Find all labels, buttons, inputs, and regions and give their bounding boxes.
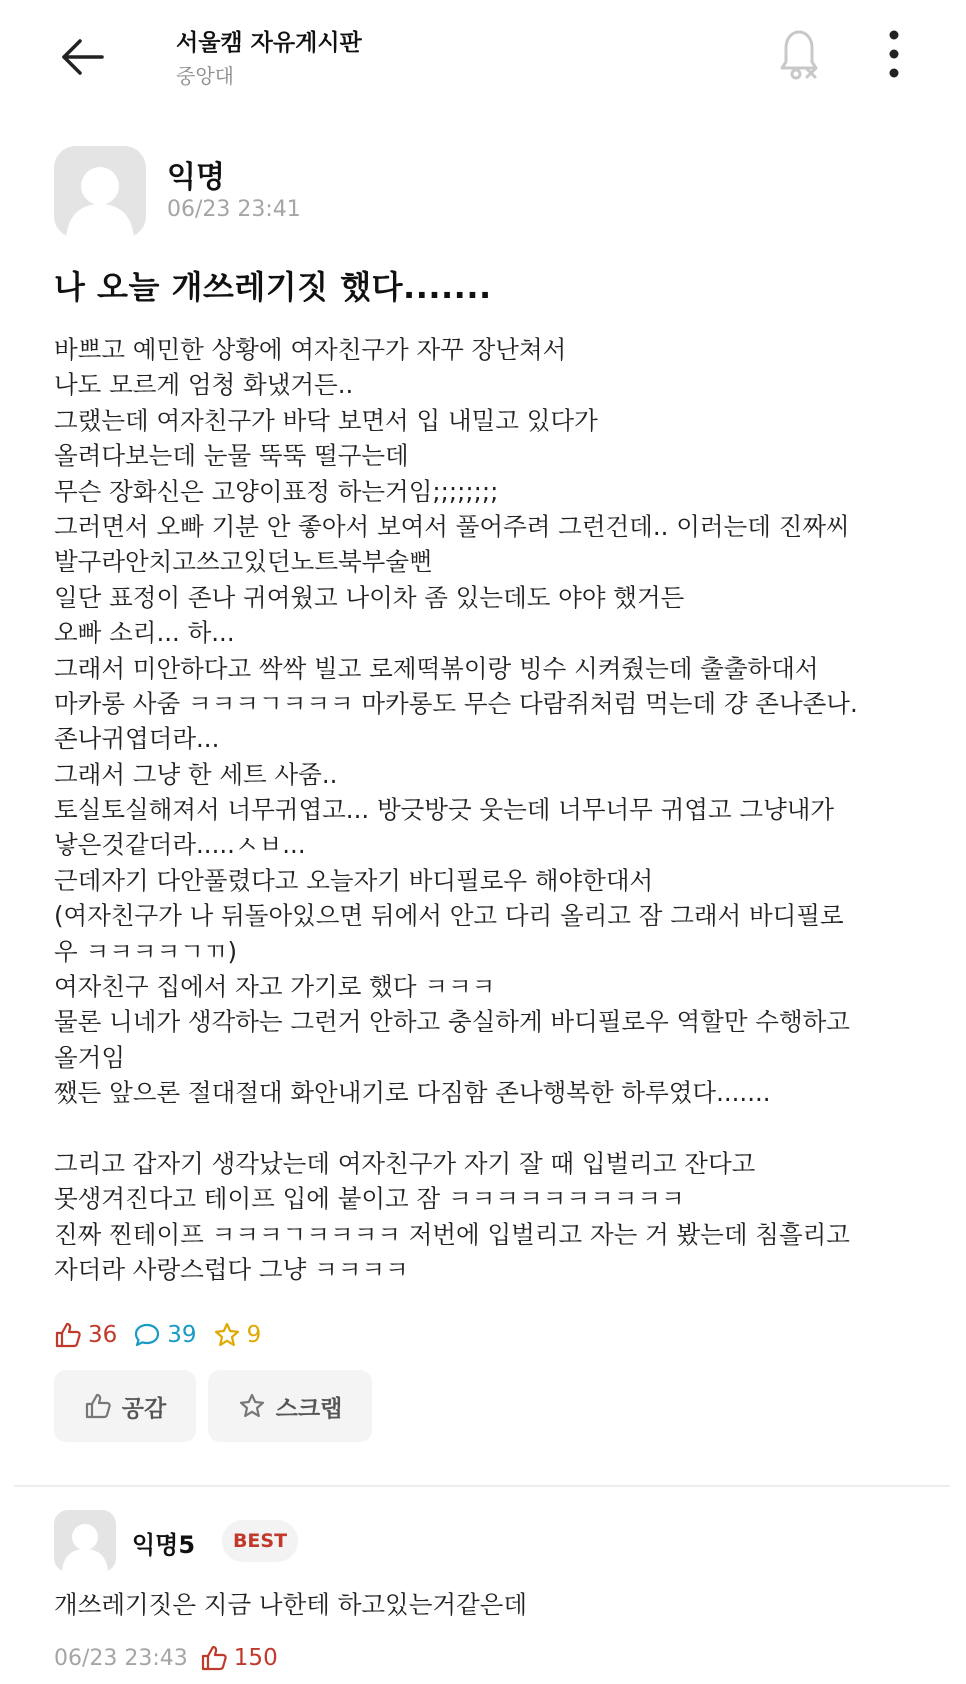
post-body-line: 그래서 미안하다고 싹싹 빌고 로제떡볶이랑 빙수 시켜줬는데 출출하대서	[54, 653, 819, 683]
post-body-line: 근데자기 다안풀렸다고 오늘자기 바디필로우 해야한대서	[54, 865, 654, 895]
thumbs-up-icon	[200, 1644, 228, 1672]
notification-toggle-button[interactable]	[772, 24, 826, 84]
post-body-line: 일단 표정이 존나 귀여웠고 나이차 좀 있는데도 야야 했거든	[54, 582, 685, 612]
comment-timestamp: 06/23 23:43	[54, 1645, 188, 1671]
post-body	[54, 332, 934, 1288]
post-body-line: 오빠 소리... 하...	[54, 618, 235, 648]
thumbs-up-icon	[84, 1392, 112, 1420]
post-body-line: 그래서 그냥 한 세트 사줌..	[54, 759, 338, 789]
more-vertical-icon	[882, 28, 906, 80]
post-body-line: 그러면서 오빠 기분 안 좋아서 보여서 풀어주려 그런건데.. 이러는데 진짜씨	[54, 511, 850, 541]
post-body-line: 마카롱 사줌 ㅋㅋㅋㄱㅋㅋㅋ 마카롱도 무슨 다람쥐처럼 먹는데 걍 존나존나.	[54, 688, 858, 718]
comment-meta	[54, 1642, 278, 1674]
post-author: 익명	[167, 160, 225, 195]
post-body-line: 진짜 찐테이프 ㅋㅋㅋㄱㅋㅋㅋㅋ 저번에 입벌리고 자는 거 봤는데 침흘리고	[54, 1219, 850, 1249]
post-body-line: 그랬는데 여자친구가 바닥 보면서 입 내밀고 있다가	[54, 405, 598, 435]
post-body-line: 자더라 사랑스럽다 그냥 ㅋㅋㅋㅋ	[54, 1255, 409, 1285]
post-body-line: 여자친구 집에서 자고 가기로 했다 ㅋㅋㅋ	[54, 972, 496, 1002]
post-body-line: 발구라안치고쓰고있던노트북부술뻔	[54, 547, 433, 577]
post-body-line: 올려다보는데 눈물 뚝뚝 떨구는데	[54, 441, 409, 471]
scrap-count-value: 9	[246, 1322, 262, 1348]
more-options-button[interactable]	[882, 28, 906, 80]
default-avatar-icon	[54, 1510, 116, 1572]
comment-author: 익명5	[132, 1531, 196, 1559]
star-icon	[213, 1321, 241, 1349]
post-body-line: 토실토실해져서 너무귀엽고... 방긋방긋 웃는데 너무너무 귀엽고 그냥내가	[54, 795, 835, 825]
scrap-count	[213, 1321, 262, 1349]
post-body-line: (여자친구가 나 뒤돌아있으면 뒤에서 안고 다리 올리고 잠 그래서 바디필로	[54, 901, 844, 931]
back-button[interactable]	[58, 32, 108, 82]
comment-count	[133, 1321, 196, 1349]
comment-like-count	[200, 1644, 278, 1672]
post-body-line	[54, 1111, 934, 1146]
comment-avatar	[54, 1510, 116, 1572]
post-title: 나 오늘 개쓰레기짓 했다.......	[54, 268, 492, 306]
like-count	[54, 1321, 117, 1349]
star-icon	[238, 1392, 266, 1420]
post-body-line: 낳은것같더라.....ㅅㅂ...	[54, 830, 306, 860]
section-divider	[14, 1485, 950, 1487]
like-count-value: 36	[88, 1322, 118, 1348]
thumbs-up-icon	[54, 1321, 82, 1349]
post-body-line: 존나귀엽더라...	[54, 724, 220, 754]
author-avatar	[54, 146, 146, 238]
scrap-button[interactable]	[208, 1370, 372, 1442]
post-timestamp: 06/23 23:41	[167, 197, 301, 222]
board-title: 서울캠 자유게시판	[176, 30, 362, 56]
post-body-line: 바쁘고 예민한 상황에 여자친구가 자꾸 장난쳐서	[54, 335, 567, 364]
post-body-line: 못생겨진다고 테이프 입에 붙이고 잠 ㅋㅋㅋㅋㅋㅋㅋㅋㅋㅋ	[54, 1184, 685, 1214]
scrap-button-label: 스크랩	[275, 1395, 343, 1422]
best-badge: BEST	[222, 1520, 298, 1562]
post-body-line: 나도 모르게 엄청 화냈거든..	[54, 370, 354, 400]
default-avatar-icon	[54, 146, 146, 238]
post-body-line: 쨌든 앞으론 절대절대 화안내기로 다짐함 존나행복한 하루였다.......	[54, 1078, 771, 1108]
top-bar	[0, 0, 966, 110]
comment-icon	[133, 1321, 161, 1349]
post-body-line: 무슨 장화신은 고양이표정 하는거임;;;;;;;;	[54, 476, 499, 506]
like-button[interactable]	[54, 1370, 196, 1442]
post-body-line: 올거임	[54, 1042, 126, 1072]
comment-count-value: 39	[167, 1322, 197, 1348]
arrow-left-icon	[58, 32, 108, 82]
post-body-line: 우 ㅋㅋㅋㅋㄱㄲ)	[54, 936, 238, 966]
bell-off-icon	[772, 24, 826, 84]
school-name: 중앙대	[176, 64, 234, 88]
comment-like-value: 150	[233, 1645, 278, 1671]
like-button-label: 공감	[121, 1395, 167, 1422]
post-stats	[54, 1318, 277, 1352]
post-body-line: 그리고 갑자기 생각났는데 여자친구가 자기 잘 때 입벌리고 잔다고	[54, 1148, 756, 1178]
comment-text: 개쓰레기짓은 지금 나한테 하고있는거같은데	[54, 1590, 528, 1619]
post-body-line: 물론 니네가 생각하는 그런거 안하고 충실하게 바디필로우 역할만 수행하고	[54, 1007, 850, 1037]
